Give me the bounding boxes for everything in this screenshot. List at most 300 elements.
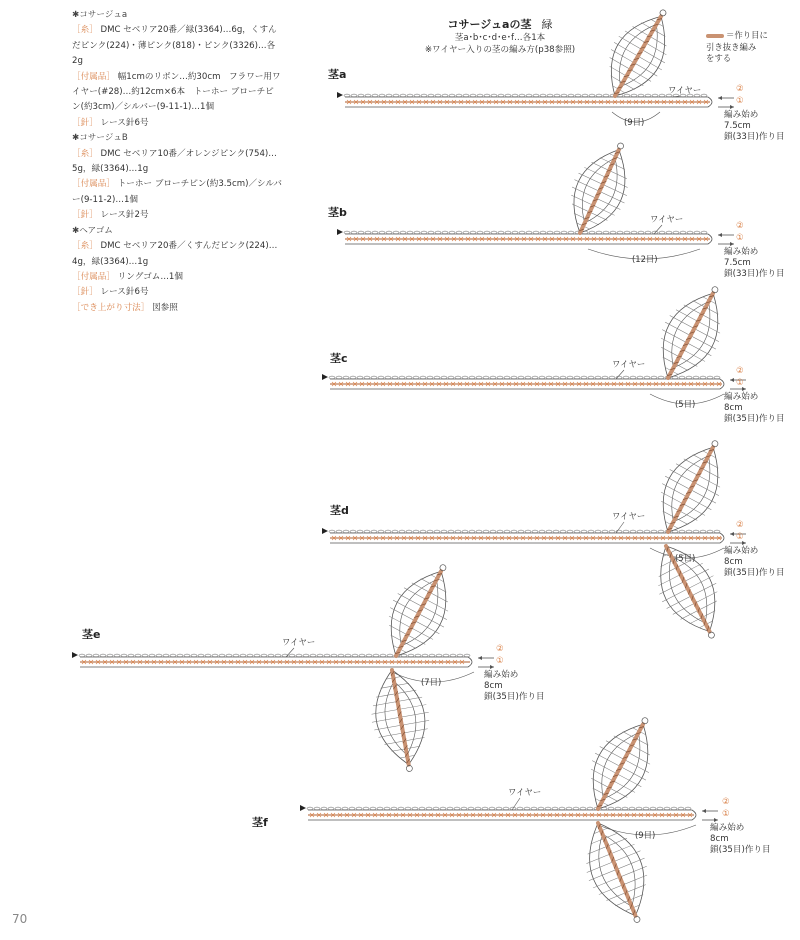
stem-chain <box>630 530 636 533</box>
stem-chain <box>512 231 518 234</box>
stem-chain <box>588 530 594 533</box>
stem-chain <box>589 94 595 97</box>
start-arrow-marker <box>337 229 343 235</box>
stem-chain <box>156 654 162 657</box>
stem-chain <box>351 94 357 97</box>
legend-line1: ＝作り目に <box>726 30 768 40</box>
stem-chain <box>701 231 707 234</box>
stem-chain <box>505 231 511 234</box>
stem-chain <box>554 94 560 97</box>
stem-chain <box>580 807 586 810</box>
stem-chain <box>349 807 355 810</box>
materials-text: レース針6号 <box>97 117 149 128</box>
stem-chain <box>462 376 468 379</box>
stem-chain <box>391 807 397 810</box>
stem-chain <box>609 376 615 379</box>
stem-chain <box>545 807 551 810</box>
stem-chain <box>364 376 370 379</box>
stem-chain <box>342 807 348 810</box>
stem-label: 茎d <box>330 504 349 517</box>
stem-chain <box>422 654 428 657</box>
stem-chain <box>687 231 693 234</box>
stem-chain <box>490 530 496 533</box>
stem-chain <box>359 654 365 657</box>
stem-chain <box>511 376 517 379</box>
stem-chain <box>440 807 446 810</box>
stem-chain <box>372 94 378 97</box>
materials-heading: ✱コサージュa <box>72 10 128 20</box>
stem-chain <box>637 530 643 533</box>
stem-chain <box>650 807 656 810</box>
stem-chain <box>482 807 488 810</box>
stem-chain <box>531 807 537 810</box>
wire-pointer <box>286 648 294 657</box>
stem-chain <box>412 807 418 810</box>
stem-chain <box>433 807 439 810</box>
stem-chain <box>407 231 413 234</box>
stem-chain <box>414 94 420 97</box>
stem-chain <box>700 530 706 533</box>
stem-chain <box>680 231 686 234</box>
stem-chain <box>343 530 349 533</box>
leaf-upper <box>573 705 672 823</box>
stem-chain <box>595 530 601 533</box>
stem-chain <box>436 654 442 657</box>
stem-chain <box>268 654 274 657</box>
stem-chain <box>560 376 566 379</box>
stem-chain <box>427 376 433 379</box>
chain-count: 鎖(35目)作り目 <box>724 568 785 578</box>
stem-chain <box>371 376 377 379</box>
stem-chain <box>503 807 509 810</box>
stem-chain <box>524 807 530 810</box>
materials-heading: ✱コサージュB <box>72 133 128 144</box>
stem-chain <box>511 530 517 533</box>
stem-chain <box>566 807 572 810</box>
chain-count: 鎖(33目)作り目 <box>724 269 785 279</box>
stem-chain <box>399 376 405 379</box>
stem-chain <box>504 530 510 533</box>
stem-chain <box>184 654 190 657</box>
stem-chain <box>296 654 302 657</box>
materials-text: 図参照 <box>149 302 178 313</box>
stitch-count: (7目) <box>421 677 442 687</box>
stem-chain <box>441 530 447 533</box>
materials-tag: ［糸］ <box>72 25 98 36</box>
diagram-subtitle: 茎a･b･c･d･e･f…各1本 <box>454 33 546 43</box>
stem-chain <box>469 376 475 379</box>
stem-chain <box>434 530 440 533</box>
stem-chain <box>344 231 350 234</box>
stem-chain <box>398 807 404 810</box>
materials-tag: ［針］ <box>72 117 98 128</box>
chain-count: 鎖(35目)作り目 <box>724 414 785 424</box>
chain-count: 鎖(35目)作り目 <box>710 845 771 855</box>
materials-text: リングゴム…1個 <box>114 271 183 282</box>
stem-chain <box>314 807 320 810</box>
stem-chain <box>539 530 545 533</box>
stem-chain <box>338 654 344 657</box>
stem-chain <box>420 530 426 533</box>
stem-chain <box>414 231 420 234</box>
stem-label: 茎e <box>82 628 101 641</box>
stem-chain <box>435 94 441 97</box>
stem-chain <box>714 530 720 533</box>
stem-chain <box>366 654 372 657</box>
stem-chain <box>212 654 218 657</box>
stem-chain <box>651 376 657 379</box>
chain-count: 鎖(35目)作り目 <box>484 692 545 702</box>
stem-length: 8cm <box>710 834 729 844</box>
stem-chain <box>387 654 393 657</box>
start-label: 編み始め <box>724 110 759 120</box>
stem-chain <box>358 231 364 234</box>
stem-chain <box>603 94 609 97</box>
stem-chain <box>121 654 127 657</box>
stem-chain <box>379 231 385 234</box>
row2-marker: ② <box>736 221 744 231</box>
stem-chain <box>379 94 385 97</box>
stem-chain <box>476 376 482 379</box>
stem-chain <box>407 94 413 97</box>
stem-chain <box>289 654 295 657</box>
stem-chain <box>400 231 406 234</box>
stem-chain <box>678 807 684 810</box>
stem-chain <box>526 231 532 234</box>
stem-chain <box>603 231 609 234</box>
stem-chain <box>490 376 496 379</box>
stem-chain <box>559 807 565 810</box>
stem-chain <box>631 94 637 97</box>
materials-text: トーホー ブローチピン(約3.5cm)／シルバー(9-11-2)…1個 <box>72 179 283 205</box>
wire-label: ワイヤー <box>612 359 646 369</box>
stem-chain <box>567 530 573 533</box>
stem-chain <box>434 376 440 379</box>
stem-chain <box>357 376 363 379</box>
stem-chain <box>428 94 434 97</box>
stem-chain <box>351 231 357 234</box>
stem-chain <box>365 231 371 234</box>
stem-chain <box>596 94 602 97</box>
materials-text: DMC セベリア20番／くすんだピンク(224)…4g，緑(3364)…1g <box>72 241 278 267</box>
stem-chain <box>406 376 412 379</box>
stem-chain <box>392 376 398 379</box>
stem-chain <box>624 231 630 234</box>
stem-length: 8cm <box>724 403 743 413</box>
stem-chain <box>447 807 453 810</box>
page-number: 70 <box>12 912 28 926</box>
stem-chain <box>518 376 524 379</box>
stem-chain <box>568 94 574 97</box>
stem-chain <box>554 231 560 234</box>
stem-chain <box>532 530 538 533</box>
stem-chain <box>546 530 552 533</box>
stem-chain <box>442 94 448 97</box>
leaf-midrib <box>580 150 619 233</box>
row2-marker: ② <box>496 644 504 654</box>
row2-arrowhead <box>702 809 706 813</box>
row1-arrowhead <box>730 242 734 246</box>
stem-chain <box>371 530 377 533</box>
stem-chain <box>350 376 356 379</box>
stem-chain <box>589 231 595 234</box>
stem-chain <box>378 376 384 379</box>
stem-chain <box>386 231 392 234</box>
materials-text: DMC セベリア10番／オレンジピンク(754)…5g，緑(3364)…1g <box>72 148 277 175</box>
stem-chain <box>679 530 685 533</box>
leaf-midrib <box>396 571 441 656</box>
stem-chain <box>310 654 316 657</box>
stem-chain <box>609 530 615 533</box>
row1-marker: ① <box>736 532 744 542</box>
stem-chain <box>491 231 497 234</box>
stem-chain <box>561 94 567 97</box>
stitch-count: (9目) <box>624 117 645 127</box>
row2-marker: ② <box>736 366 744 376</box>
stem-chain <box>421 94 427 97</box>
stem-chain <box>561 231 567 234</box>
stem-chain <box>666 231 672 234</box>
stem-chain <box>275 654 281 657</box>
wire-label: ワイヤー <box>650 214 684 224</box>
stem-chain <box>415 654 421 657</box>
stitch-count: (5目) <box>675 399 696 409</box>
row2-arrowhead <box>718 96 722 100</box>
stem-chain <box>636 807 642 810</box>
stem-chain <box>498 94 504 97</box>
stem-chain <box>448 530 454 533</box>
stem-chain <box>329 376 335 379</box>
chain-count: 鎖(33目)作り目 <box>724 132 785 142</box>
leaf-midrib <box>668 447 713 532</box>
row1-marker: ① <box>736 378 744 388</box>
start-label: 編み始め <box>710 823 745 833</box>
materials-text: レース針6号 <box>97 287 149 298</box>
legend-line3: をする <box>706 53 732 63</box>
stem-chain <box>401 654 407 657</box>
stem-chain <box>518 530 524 533</box>
stem-chain <box>707 530 713 533</box>
stem-chain <box>365 94 371 97</box>
stem-length: 8cm <box>724 557 743 567</box>
wire-label: ワイヤー <box>612 511 646 521</box>
stem-chain <box>372 231 378 234</box>
row1-arrowhead <box>714 818 718 822</box>
stem-length: 7.5cm <box>724 121 751 131</box>
stem-chain <box>552 807 558 810</box>
stem-chain <box>463 94 469 97</box>
stem-chain <box>352 654 358 657</box>
stem-chain <box>344 94 350 97</box>
leaf-upper <box>643 428 742 546</box>
stem-chain <box>380 654 386 657</box>
stem-chain <box>602 376 608 379</box>
stem-chain <box>421 231 427 234</box>
materials-tag: ［糸］ <box>72 241 98 252</box>
stem-chain <box>393 231 399 234</box>
wire-label: ワイヤー <box>508 787 542 797</box>
start-arrow-marker <box>72 652 78 658</box>
stem-chain <box>622 807 628 810</box>
stem-chain <box>673 231 679 234</box>
stem-chain <box>335 807 341 810</box>
stem-chain <box>428 231 434 234</box>
stem-chain <box>364 530 370 533</box>
stem-chain <box>477 94 483 97</box>
row2-marker: ② <box>736 84 744 94</box>
row2-arrowhead <box>730 532 734 536</box>
stem-chain <box>455 376 461 379</box>
stem-chain <box>568 231 574 234</box>
start-arrow-marker <box>322 528 328 534</box>
stem-chain <box>533 231 539 234</box>
stem-chain <box>93 654 99 657</box>
stem-label: 茎a <box>328 68 347 81</box>
stem-chain <box>449 231 455 234</box>
stem-chain <box>631 231 637 234</box>
stem-label: 茎b <box>328 206 347 219</box>
stem-chain <box>343 376 349 379</box>
stem-chain <box>240 654 246 657</box>
materials-tag: ［針］ <box>72 210 98 221</box>
stem-chain <box>442 231 448 234</box>
stem-chain <box>455 530 461 533</box>
stem-chain <box>400 94 406 97</box>
stem-chain <box>448 376 454 379</box>
stem-chain <box>483 376 489 379</box>
stem-chain <box>413 376 419 379</box>
stem-chain <box>449 94 455 97</box>
stem-chain <box>588 376 594 379</box>
materials-tag: ［糸］ <box>72 148 98 159</box>
stem-chain <box>328 807 334 810</box>
stem-chain <box>658 376 664 379</box>
start-label: 編み始め <box>724 247 759 257</box>
stem-chain <box>638 94 644 97</box>
stem-chain <box>462 530 468 533</box>
stem-chain <box>623 376 629 379</box>
stem-chain <box>350 530 356 533</box>
stem-chain <box>464 654 470 657</box>
stem-chain <box>679 376 685 379</box>
legend-line2: 引き抜き編み <box>706 41 757 52</box>
materials-text: レース針2号 <box>97 210 149 221</box>
wire-label: ワイヤー <box>282 637 316 647</box>
stem-chain <box>560 530 566 533</box>
stem-chain <box>624 94 630 97</box>
stem-chain <box>363 807 369 810</box>
stitch-count: (5目) <box>675 553 696 563</box>
stem-chain <box>149 654 155 657</box>
stem-chain <box>483 530 489 533</box>
stem-chain <box>468 807 474 810</box>
stem-label: 茎c <box>330 352 348 365</box>
materials-text: 幅1cmのリボン…約30cm フラワー用ワイヤー(#28)…約12cm×6本 トーホー ブローチピン(約3cm)／シルバー(9-11-1)…1個 <box>72 71 281 113</box>
stem-chain <box>356 807 362 810</box>
stem-chain <box>574 530 580 533</box>
stem-chain <box>429 654 435 657</box>
stem-chain <box>645 94 651 97</box>
stem-chain <box>671 807 677 810</box>
materials-heading: ✱ヘアゴム <box>72 225 113 236</box>
leaf-midrib <box>392 670 409 765</box>
leaf-upper <box>555 132 647 245</box>
stem-chain <box>484 231 490 234</box>
stem-label: 茎f <box>252 816 268 829</box>
stem-chain <box>205 654 211 657</box>
stem-chain <box>532 376 538 379</box>
stem-chain <box>191 654 197 657</box>
stem-chain <box>198 654 204 657</box>
leaf-midrib <box>598 724 643 809</box>
stem-chain <box>413 530 419 533</box>
stem-chain <box>616 376 622 379</box>
diagram-title: コサージュaの茎 緑 <box>447 18 553 31</box>
stem-chain <box>664 807 670 810</box>
stem-chain <box>303 654 309 657</box>
stem-chain <box>700 376 706 379</box>
stem-chain <box>456 94 462 97</box>
stem-chain <box>86 654 92 657</box>
stem-chain <box>498 231 504 234</box>
materials-tag: ［付属品］ <box>72 71 115 82</box>
stem-chain <box>385 530 391 533</box>
leaf-midrib <box>598 823 635 916</box>
start-label: 編み始め <box>724 392 759 402</box>
stem-chain <box>435 231 441 234</box>
stem-chain <box>419 807 425 810</box>
stem-chain <box>582 94 588 97</box>
stem-chain <box>539 376 545 379</box>
diagram-title-color: 緑 <box>541 18 553 31</box>
stem-chain <box>219 654 225 657</box>
stem-chain <box>247 654 253 657</box>
stem-chain <box>553 376 559 379</box>
stem-chain <box>504 376 510 379</box>
stem-chain <box>643 807 649 810</box>
stem-chain <box>707 376 713 379</box>
materials-tag: ［付属品］ <box>72 271 115 282</box>
stem-chain <box>525 376 531 379</box>
stem-chain <box>686 530 692 533</box>
stem-chain <box>427 530 433 533</box>
row2-arrowhead <box>718 233 722 237</box>
stem-chain <box>254 654 260 657</box>
stem-chain <box>610 231 616 234</box>
start-arrow-marker <box>337 92 343 98</box>
stem-chain <box>547 94 553 97</box>
stem-chain <box>385 376 391 379</box>
stem-chain <box>533 94 539 97</box>
stem-chain <box>685 807 691 810</box>
stem-chain <box>441 376 447 379</box>
stem-chain <box>540 94 546 97</box>
stem-chain <box>659 94 665 97</box>
row1-marker: ① <box>736 233 744 243</box>
stem-chain <box>420 376 426 379</box>
stem-chain <box>693 376 699 379</box>
stem-chain <box>497 376 503 379</box>
stem-chain <box>307 807 313 810</box>
stem-chain <box>163 654 169 657</box>
leaf-upper <box>643 274 742 392</box>
stem-chain <box>470 94 476 97</box>
stem-chain <box>345 654 351 657</box>
stem-chain <box>644 530 650 533</box>
materials-tag: ［付属品］ <box>72 179 115 190</box>
stem-chain <box>463 231 469 234</box>
stem-chain <box>596 231 602 234</box>
